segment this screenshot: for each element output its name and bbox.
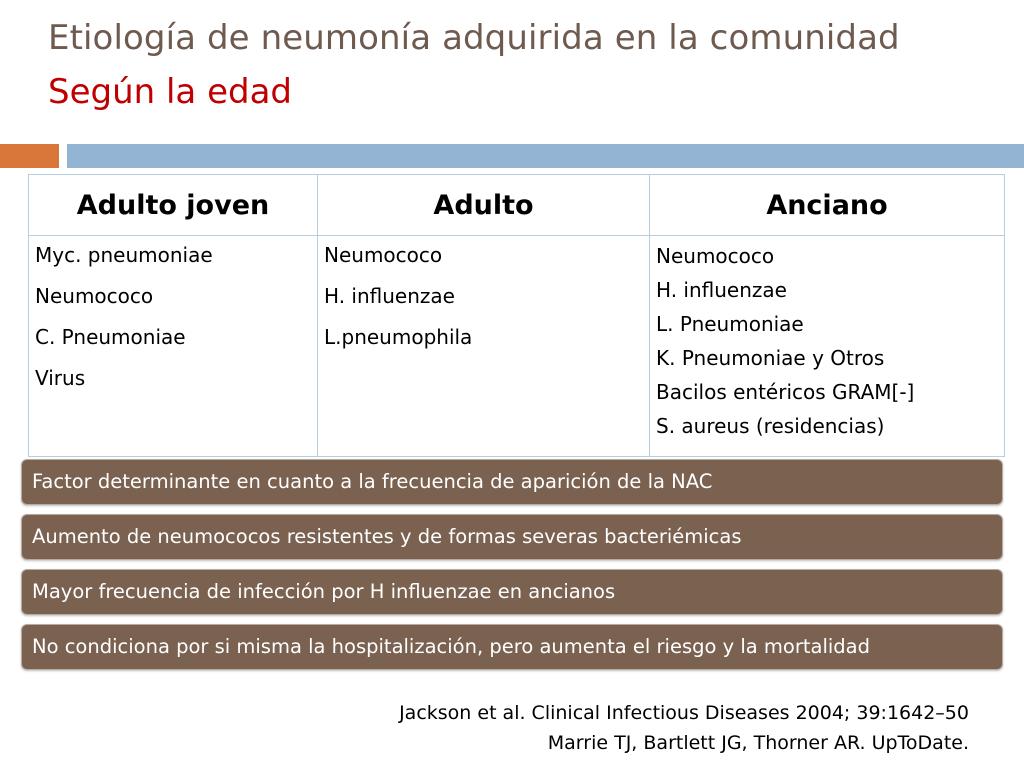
list-item: Neumococo: [35, 284, 154, 308]
list-item: K. Pneumoniae y Otros: [656, 346, 885, 370]
accent-bar-orange: [0, 144, 59, 168]
note-box-hospitalizacion: No condiciona por si misma la hospitalización, pero aumenta el riesgo y la mortalidad: [21, 624, 1003, 670]
list-item: S. aureus (residencias): [656, 414, 885, 438]
slide-title: Etiología de neumonía adquirida en la comunidad: [48, 18, 900, 58]
cell-adulto: [318, 236, 650, 457]
header-adulto: Adulto: [318, 175, 650, 236]
cell-adulto-joven: [29, 236, 318, 457]
note-box-frecuencia: Factor determinante en cuanto a la frecuencia de aparición de la NAC: [21, 459, 1003, 505]
list-item: Neumococo: [324, 243, 443, 267]
table-row: [29, 236, 1005, 457]
header-adulto-joven: Adulto joven: [29, 175, 318, 236]
list-item: Virus: [35, 366, 86, 390]
etiology-table: [28, 174, 1005, 457]
list-item: L. Pneumoniae: [656, 312, 804, 336]
slide-subtitle: Según la edad: [48, 72, 292, 112]
list-item: C. Pneumoniae: [35, 325, 186, 349]
list-item: Bacilos entéricos GRAM[-]: [656, 380, 915, 404]
header-anciano: Anciano: [650, 175, 1005, 236]
list-item: L.pneumophila: [324, 325, 473, 349]
note-box-influenzae: Mayor frecuencia de infección por H influenzae en ancianos: [21, 569, 1003, 615]
accent-bar-blue: [67, 144, 1024, 168]
list-item: H. influenzae: [656, 278, 787, 302]
reference-marrie: Marrie TJ, Bartlett JG, Thorner AR. UpToDate.: [547, 732, 969, 754]
list-item: Neumococo: [656, 244, 775, 268]
cell-anciano: [650, 236, 1005, 457]
table-header-row: [29, 175, 1005, 236]
note-box-neumococos: Aumento de neumococos resistentes y de formas severas bacteriémicas: [21, 514, 1003, 560]
list-item: Myc. pneumoniae: [35, 243, 213, 267]
reference-jackson: Jackson et al. Clinical Infectious Diseases 2004; 39:1642–50: [399, 702, 969, 724]
list-item: H. influenzae: [324, 284, 455, 308]
